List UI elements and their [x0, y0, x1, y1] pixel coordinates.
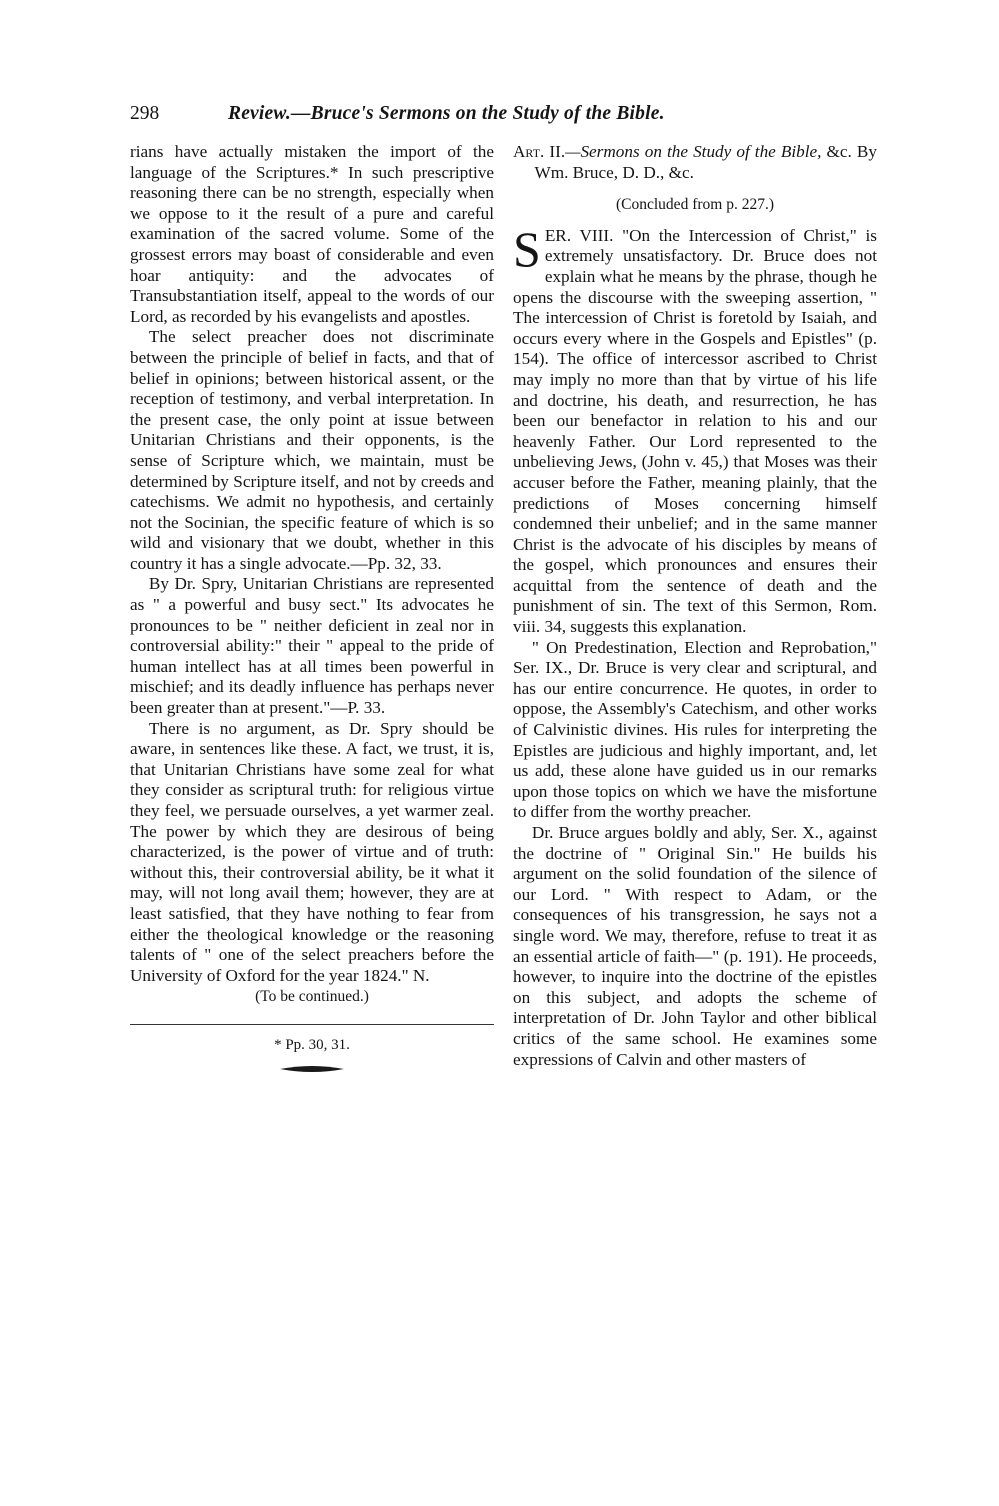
- paragraph: " On Predestination, Election and Reprobation," Ser. IX., Dr. Bruce is very clear and scriptural, and has our entire concurrence. He quotes, in order to oppose, the Assembly's Catechism, and other works of Calvinistic divines. His rules for interpreting the Epistles are judicious and highly important, and, let us add, these alone have guided us in our remarks upon those topics on which we have the misfortune to differ from the worthy preacher.: [513, 637, 877, 822]
- article-byline: &c. By Wm. Bruce, D. D., &c.: [534, 142, 877, 182]
- paragraph: Dr. Bruce argues boldly and ably, Ser. X., against the doctrine of " Original Sin." He builds his argument on the solid foundation of the silence of our Lord. " With respect to Adam, or the consequences of his transgression, he says not a single word. We may, therefore, refuse to treat it as an essential article of faith—" (p. 191). He proceeds, however, to inquire into the doctrine of the epistles on this subject, and adopts the scheme of interpretation of Dr. John Taylor and other biblical critics of the same school. He examines some expressions of Calvin and other masters of: [513, 823, 877, 1069]
- to-be-continued: (To be continued.): [255, 988, 369, 1006]
- drop-cap: S: [513, 220, 541, 277]
- article-label: Art. II.: [513, 142, 566, 161]
- ornament-divider-icon: [280, 1064, 344, 1074]
- running-title: Review.—Bruce's Sermons on the Study of the Bible.: [228, 103, 665, 124]
- page-header: [130, 103, 890, 129]
- page-number: 298: [130, 103, 160, 124]
- paragraph: By Dr. Spry, Unitarian Christians are represented as " a powerful and busy sect." Its advocates he pronounces to be " neither deficient in zeal nor in controversial ability:" their " appeal to the pride of human intellect has at all times been powerful in mischief; and its deadly influence has perhaps never been greater than at present."—P. 33.: [130, 574, 494, 718]
- footnote-rule: [130, 1024, 494, 1025]
- paragraph: There is no argument, as Dr. Spry should be aware, in sentences like these. A fact, we trust, it is, that Unitarian Christians have some zeal for what they consider as scriptural truth: for religious virtue they feel, we persuade ourselves, a yet warmer zeal. The power by which they are desirous of being characterized, is the power of virtue and of truth: without this, their controversial ability, be it what it may, will not long avail them; however, they are at least satisfied, that they have nothing to fear from either the theological knowledge or the reasoning talents of " one of the select preachers before the University of Oxford for the year 1824." N.: [130, 718, 494, 985]
- article-heading: [513, 142, 877, 183]
- paragraph: rians have actually mistaken the import of the language of the Scriptures.* In such prescriptive reasoning there can be no strength, especially when we oppose to it the result of a pure and careful examination of the sacred volume. Some of the grossest errors may boast of considerable and even hoar antiquity: and the advocates of Transubstantiation itself, appeal to the words of our Lord, as recorded by his evangelists and apostles.: [130, 142, 494, 326]
- paragraph: [513, 220, 877, 638]
- paragraph-text: ER. VIII. "On the Intercession of Christ," is extremely unsatisfactory. Dr. Bruce does not explain what he means by the phrase, though he opens the discourse with the sweeping assertion, " The intercession of Christ is foretold by Isaiah, and occurs every where in the Gospels and Epistles" (p. 154). The office of intercessor ascribed to Christ may imply no more than that by virtue of his life and doctrine, his death, and resurrection, he has been our benefactor in relation to his and our heavenly Father. Our Lord represented to the unbelieving Jews, (John v. 45,) that Moses was their accuser before the Father, meaning plainly, that the predictions of Moses concerning himself condemned their unbelief; and in the same manner Christ is the advocate of his disciples by means of the gospel, which pronounces and ensures their acquittal from the sentence of death and the punishment of sin. The text of this Sermon, Rom. viii. 34, suggests this explanation.: [513, 225, 877, 637]
- footnote: * Pp. 30, 31.: [274, 1036, 350, 1053]
- paragraph: The select preacher does not discriminate between the principle of belief in facts, and that of belief in opinions; between historical assent, or the reception of testimony, and verbal interpretation. In the present case, the only point at issue between Unitarian Christians and their opponents, is the sense of Scripture which, we maintain, must be determined by Scripture itself, and not by creeds and catechisms. We admit no hypothesis, and certainly not the Socinian, the specific feature of which is so wild and visionary that we doubt, whether in this country it has a single advocate.—Pp. 32, 33.: [130, 327, 494, 573]
- article-title: —Sermons on the Study of the Bible,: [565, 142, 822, 161]
- concluded-note: (Concluded from p. 227.): [616, 196, 774, 214]
- right-column: [513, 142, 877, 1070]
- left-column: [130, 142, 494, 1074]
